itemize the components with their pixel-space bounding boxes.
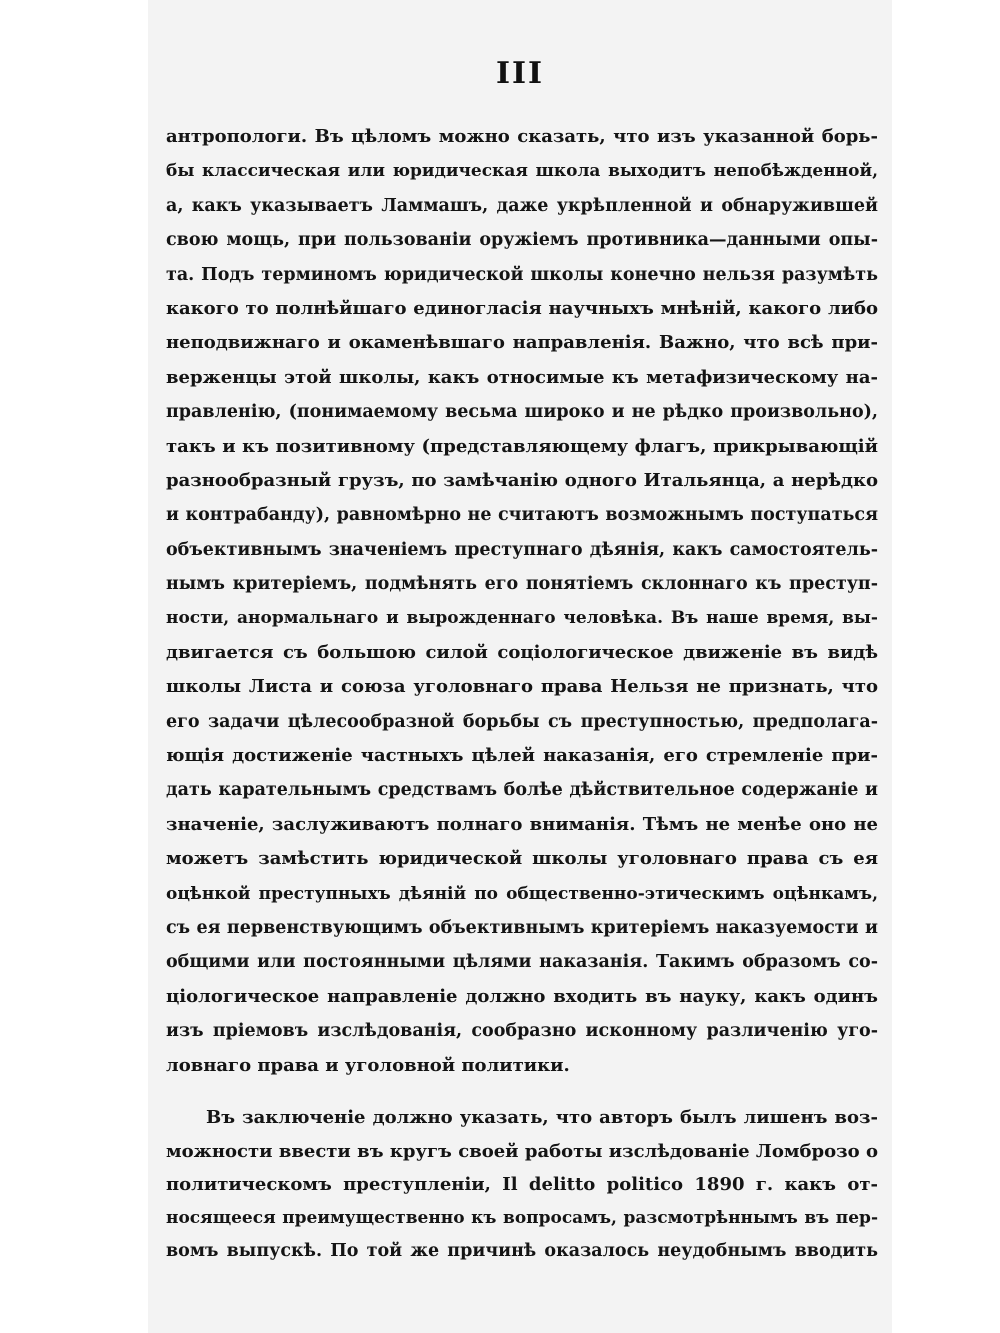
text-line: какого то полнѣйшаго единогласія научныхъ мнѣній, какого либо: [166, 297, 878, 319]
text-line: объективнымъ значеніемъ преступнаго дѣянія, какъ самостоятель-: [166, 539, 878, 560]
text-line: такъ и къ позитивному (представляющему флагъ, прикрывающій: [166, 435, 878, 457]
text-line: ющія достиженіе частныхъ цѣлей наказанія, его стремленіе при-: [166, 745, 878, 767]
text-line: свою мощь, при пользованіи оружіемъ противника—данными опы-: [166, 230, 878, 251]
text-line: можности ввести въ кругъ своей работы изслѣдованіе Ломброзо о: [166, 1140, 878, 1162]
text-line: ности, анормальнаго и вырожденнаго человѣка. Въ наше время, вы-: [166, 608, 878, 629]
text-line: значеніе, заслуживаютъ полнаго вниманія. Тѣмъ не менѣе оно не: [166, 813, 878, 835]
text-line: правленію, (понимаемому весьма широко и не рѣдко произвольно),: [166, 402, 878, 423]
text-line: та. Подъ терминомъ юридической школы конечно нельзя разумѣть: [166, 264, 878, 285]
book-page: [148, 0, 892, 1333]
text-line: ловнаго права и уголовной политики.: [166, 1054, 570, 1076]
text-line: Въ заключеніе должно указать, что авторъ былъ лишенъ воз-: [206, 1107, 878, 1128]
text-line: бы классическая или юридическая школа выходитъ непобѣжденной,: [166, 161, 878, 182]
text-line: антропологи. Въ цѣломъ можно сказать, что изъ указанной борь-: [166, 126, 878, 147]
text-line: верженцы этой школы, какъ относимые къ метафизическому на-: [166, 366, 878, 388]
page-number: III: [495, 56, 545, 91]
text-line: двигается съ большою силой соціологическое движеніе въ видѣ: [166, 641, 878, 663]
paragraph-1: [166, 120, 878, 1083]
text-line: неподвижнаго и окаменѣвшаго направленія. Важно, что всѣ при-: [166, 332, 878, 354]
paragraph-2: [166, 1101, 878, 1269]
text-line: политическомъ преступленіи, Il delitto politico 1890 г. какъ от-: [166, 1174, 878, 1195]
text-line: вомъ выпускѣ. По той же причинѣ оказалось неудобнымъ вводить: [166, 1241, 878, 1261]
text-line: общими или постоянными цѣлями наказанія. Такимъ образомъ со-: [166, 952, 878, 973]
text-line: можетъ замѣстить юридической школы уголовнаго права съ ея: [166, 848, 878, 870]
text-line: съ ея первенствующимъ объективнымъ критеріемъ наказуемости и: [166, 917, 878, 938]
text-line: разнообразный грузъ, по замѣчанію одного Итальянца, а нерѣдко: [166, 469, 878, 491]
text-line: изъ пріемовъ изслѣдованія, сообразно исконному различенію уго-: [166, 1021, 878, 1042]
text-line: носящееся преимущественно къ вопросамъ, разсмотрѣннымъ въ пер-: [166, 1207, 878, 1228]
text-line: его задачи цѣлесообразной борьбы съ преступностью, предполага-: [166, 711, 878, 732]
text-line: а, какъ указываетъ Ламмашъ, даже укрѣпленной и обнаружившей: [166, 195, 878, 216]
text-line: школы Листа и союза уголовнаго права Нельзя не признать, что: [166, 676, 878, 698]
text-line: нымъ критеріемъ, подмѣнять его понятіемъ склоннаго къ преступ-: [166, 574, 878, 595]
text-line: ціологическое направленіе должно входить въ науку, какъ одинъ: [166, 985, 878, 1007]
text-line: и контрабанду), равномѣрно не считаютъ возможнымъ поступаться: [166, 505, 878, 526]
text-line: дать карательнымъ средствамъ болѣе дѣйствительное содержаніе и: [166, 780, 878, 801]
text-line: оцѣнкой преступныхъ дѣяній по общественно-этическимъ оцѣнкамъ,: [166, 883, 878, 904]
